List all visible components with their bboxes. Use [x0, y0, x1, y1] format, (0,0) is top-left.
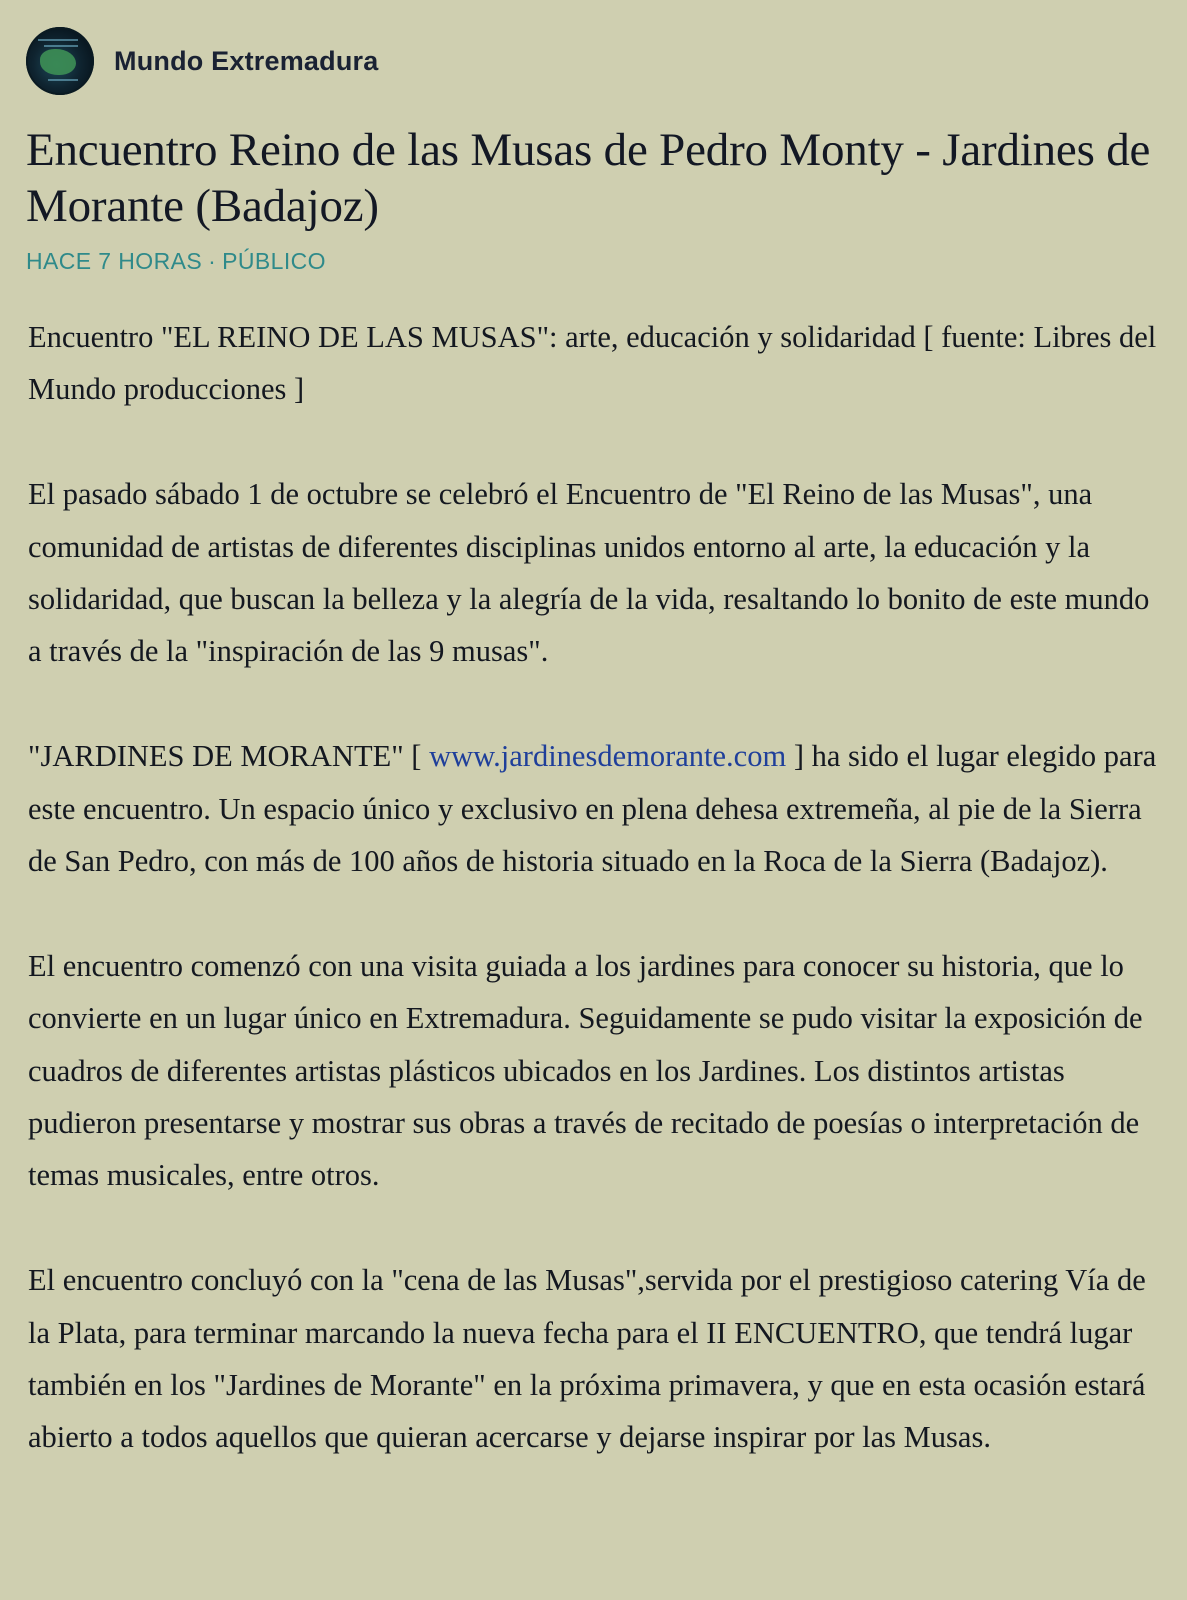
- paragraph-intro: Encuentro "EL REINO DE LAS MUSAS": arte, educación y solidaridad [ fuente: Libres del Mundo producciones ]: [28, 320, 1157, 407]
- logo-line-decoration: [38, 39, 78, 41]
- paragraph-venue-start: "JARDINES DE MORANTE" [: [28, 739, 430, 774]
- paragraph-conclusion: El encuentro concluyó con la "cena de las Musas",servida por el prestigioso catering Vía de la Plata, para terminar marcando la nueva fecha para el II ENCUENTRO, que tendrá lugar también en los "Jardines de Morante" en la próxima primavera, y que en esta ocasión estará abierto a todos aquellos que quieran acercarse y dejarse inspirar por las Musas.: [28, 1263, 1146, 1455]
- logo-map-shape: [40, 49, 76, 75]
- paragraph-visit: El encuentro comenzó con una visita guiada a los jardines para conocer su historia, que lo convierte en un lugar único en Extremadura. Seguidamente se pudo visitar la exposición de cuadros de diferentes artistas plásticos ubicados en los Jardines. Los distintos artistas pudieron presentarse y mostrar sus obras a través de recitado de poesías o interpretación de temas musicales, entre otros.: [28, 948, 1143, 1193]
- post-body: [26, 311, 1161, 1464]
- post-title: Encuentro Reino de las Musas de Pedro Monty - Jardines de Morante (Badajoz): [26, 124, 1151, 232]
- venue-website-link[interactable]: www.jardinesdemorante.com: [429, 739, 787, 774]
- post-meta: [26, 248, 1161, 275]
- paragraph-venue-end: ] ha sido el lugar elegido para este encuentro. Un espacio único y exclusivo en plena dehesa extremeña, al pie de la Sierra de San Pedro, con más de 100 años de historia situado en la Roca de la Sierra (Badajoz).: [28, 739, 1157, 879]
- post-visibility: PÚBLICO: [222, 248, 326, 274]
- post-timestamp[interactable]: HACE 7 HORAS: [26, 248, 203, 274]
- logo-line-decoration: [44, 45, 78, 47]
- logo-line-decoration: [48, 79, 78, 81]
- meta-separator: ·: [208, 248, 217, 274]
- mundo-extremadura-logo-icon[interactable]: [26, 27, 94, 95]
- paragraph-event: El pasado sábado 1 de octubre se celebró el Encuentro de "El Reino de las Musas", una comunidad de artistas de diferentes disciplinas unidos entorno al arte, la educación y la solidaridad, que buscan la belleza y la alegría de la vida, resaltando lo bonito de este mundo a través de la "inspiración de las 9 musas".: [28, 477, 1150, 669]
- post-header: [26, 26, 1161, 96]
- paragraph-venue: [28, 730, 1161, 887]
- page-name-link[interactable]: Mundo Extremadura: [114, 45, 379, 76]
